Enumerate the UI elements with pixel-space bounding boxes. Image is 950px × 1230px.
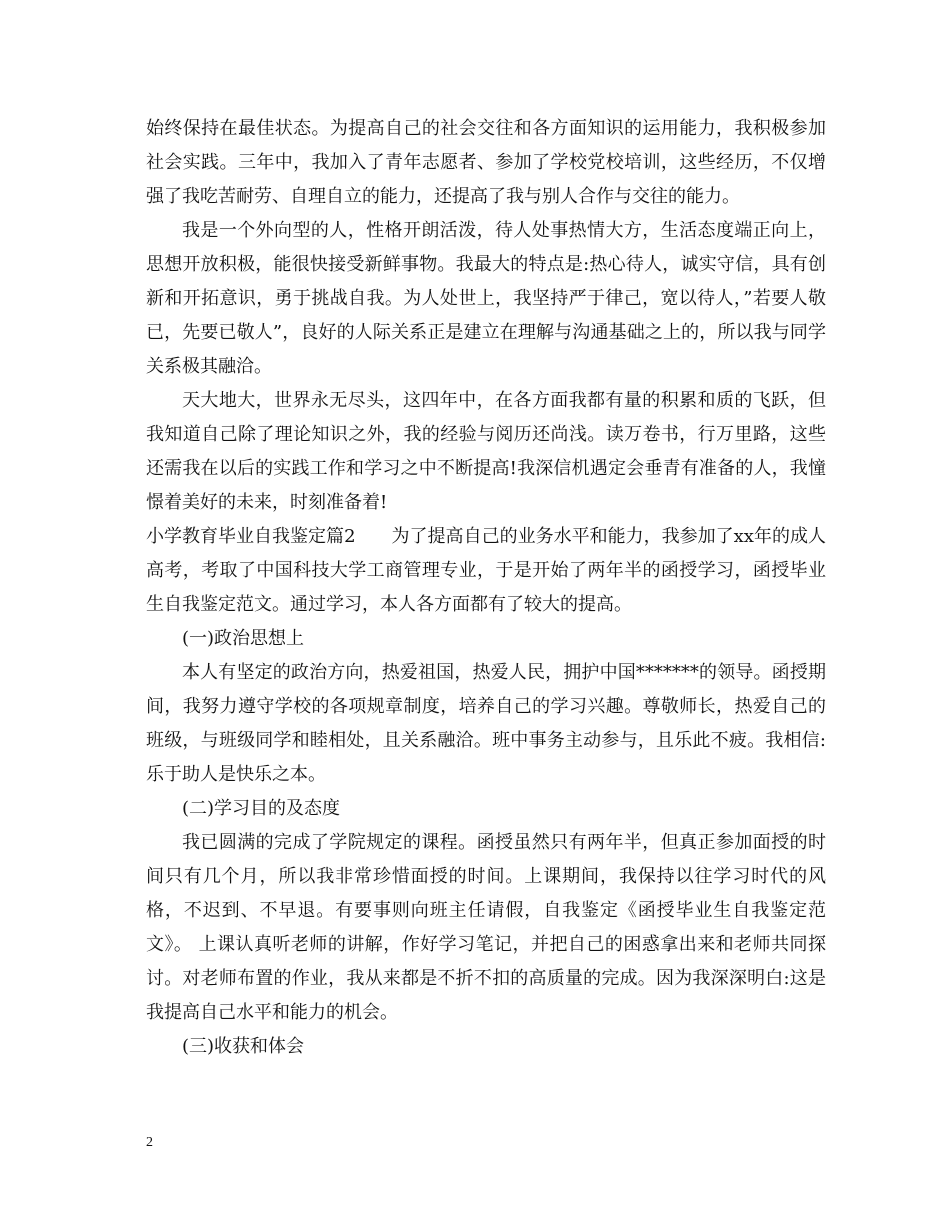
paragraph-6: 本人有坚定的政治方向，热爱祖国，热爱人民，拥护中国*******的领导。函授期间，我努力遵守学校的各项规章制度，培养自己的学习兴趣。尊敬师长，热爱自己的班级，与班级同学和睦相处，且关系融洽。班中事务主动参与，且乐此不疲。我相信:乐于助人是快乐之本。 [146,662,826,785]
section-heading-study: (二)学习目的及态度 [182,798,341,819]
paragraph-8: 我已圆满的完成了学院规定的课程。函授虽然只有两年半，但真正参加面授的时间只有几个月，所以我非常珍惜面授的时间。上课期间，我保持以往学习时代的风格，不迟到、不早退。有要事则向班主任请假，自我鉴定《函授毕业生自我鉴定范文》。 上课认真听老师的讲解，作好学习笔记，并把自己的困惑拿出来和老师共同探讨。对老师布置的作业，我从来都是不折不扣的高质量的完成。因为我深深明白:这是我提高自己水平和能力的机会。 [146,832,826,1023]
paragraph-3: 天大地大，世界永无尽头，这四年中，在各方面我都有量的积累和质的飞跃，但我知道自己除了理论知识之外，我的经验与阅历还尚浅。读万卷书，行万里路，这些还需我在以后的实践工作和学习之中不断提高!我深信机遇定会垂青有准备的人，我憧憬着美好的未来，时刻准备着! [146,390,826,513]
paragraph-2: 我是一个外向型的人，性格开朗活泼，待人处事热情大方，生活态度端正向上，思想开放积极，能很快接受新鲜事物。我最大的特点是:热心待人，诚实守信，具有创新和开拓意识，勇于挑战自我。为人处世上，我坚持严于律己，宽以待人，”若要人敬已，先要已敬人”，良好的人际关系正是建立在理解与沟通基础之上的，所以我与同学关系极其融洽。 [146,220,826,377]
paragraph-4: 小学教育毕业自我鉴定篇2 为了提高自己的业务水平和能力，我参加了xx年的成人高考，考取了中国科技大学工商管理专业，于是开始了两年半的函授学习，函授毕业生自我鉴定范文。通过学习，本人各方面都有了较大的提高。 [146,526,826,615]
section-heading-politics: (一)政治思想上 [182,628,305,649]
document-body [146,112,826,1064]
paragraph-1: 始终保持在最佳状态。为提高自己的社会交往和各方面知识的运用能力，我积极参加社会实践。三年中，我加入了青年志愿者、参加了学校党校培训，这些经历，不仅增强了我吃苦耐劳、自理自立的能力，还提高了我与别人合作与交往的能力。 [146,118,826,207]
section-heading-gains: (三)收获和体会 [182,1036,305,1057]
page-number: 2 [146,1135,153,1150]
